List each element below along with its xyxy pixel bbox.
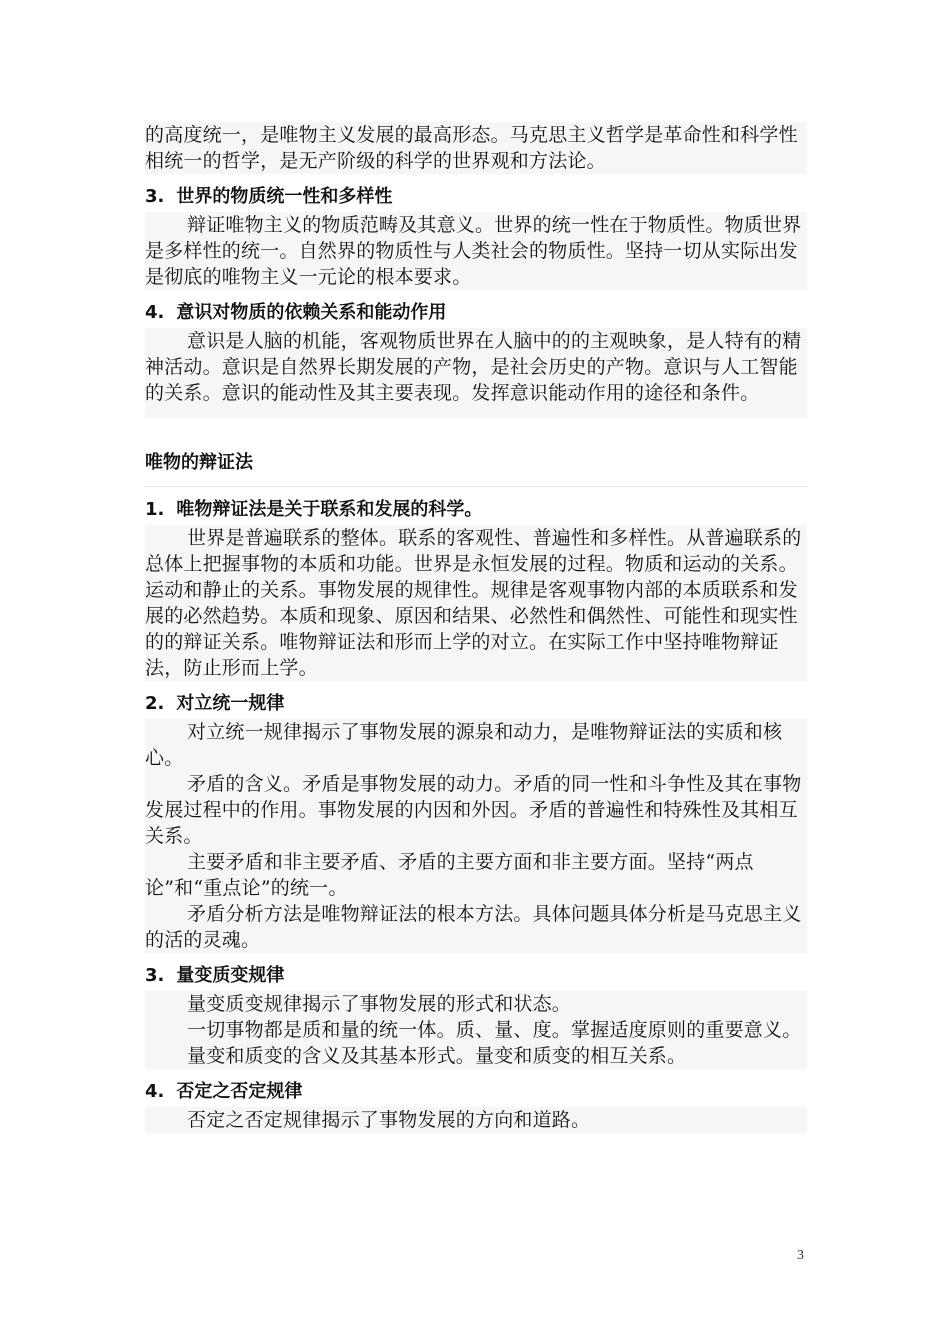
unity-of-opposites-paragraph: 矛盾分析方法是唯物辩证法的根本方法。具体问题具体分析是马克思主义的活的灵魂。 — [145, 903, 802, 951]
quantity-quality-paragraph: 量变质变规律揭示了事物发展的形式和状态。 — [187, 993, 572, 1015]
quantity-quality-paragraph: 一切事物都是质和量的统一体。质、量、度。掌握适度原则的重要意义。 — [187, 1019, 802, 1041]
dialectics-science-block — [145, 525, 807, 681]
heading-number: 2. — [145, 693, 165, 714]
heading-number: 4. — [145, 302, 165, 323]
negation-block — [145, 1107, 807, 1133]
dialectics-science-paragraph: 世界是普遍联系的整体。联系的客观性、普遍性和多样性。从普遍联系的总体上把握事物的本质和功能。世界是永恒发展的过程。物质和运动的关系。运动和静止的关系。事物发展的规律性。规律是客观事物内部的本质联系和发展的必然趋势。本质和现象、原因和结果、必然性和偶然性、可能性和现实性的的辩证关系。唯物辩证法和形而上学的对立。在实际工作中坚持唯物辩证法，防止形而上学。 — [145, 527, 802, 679]
quantity-quality-block — [145, 991, 807, 1069]
consciousness-paragraph: 意识是人脑的机能，客观物质世界在人脑中的的主观映象，是人特有的精神活动。意识是自然界长期发展的产物，是社会历史的产物。意识与人工智能的关系。意识的能动性及其主要表现。发挥意识能动作用的途径和条件。 — [145, 330, 802, 404]
heading-unity-of-opposites — [145, 681, 807, 719]
heading-consciousness — [145, 290, 807, 328]
heading-number: 1. — [145, 499, 165, 520]
material-unity-paragraph: 辩证唯物主义的物质范畴及其意义。世界的统一性在于物质性。物质世界是多样性的统一。自然界的物质性与人类社会的物质性。坚持一切从实际出发是彻底的唯物主义一元论的根本要求。 — [145, 214, 802, 288]
heading-dialectics-science — [145, 487, 807, 525]
block-spacer — [145, 406, 807, 418]
heading-text: 世界的物质统一性和多样性 — [176, 186, 393, 207]
heading-text: 唯物辩证法是关于联系和发展的科学。 — [176, 499, 483, 520]
negation-paragraph: 否定之否定规律揭示了事物发展的方向和道路。 — [187, 1109, 591, 1131]
heading-number: 4. — [145, 1081, 165, 1102]
unity-of-opposites-paragraph: 主要矛盾和非主要矛盾、矛盾的主要方面和非主要方面。坚持“两点论”和“重点论”的统一。 — [145, 851, 754, 899]
unity-of-opposites-paragraph: 矛盾的含义。矛盾是事物发展的动力。矛盾的同一性和斗争性及其在事物发展过程中的作用。事物发展的内因和外因。矛盾的普遍性和特殊性及其相互关系。 — [145, 773, 802, 847]
heading-text: 意识对物质的依赖关系和能动作用 — [176, 302, 447, 323]
heading-material-unity — [145, 174, 807, 212]
heading-text: 对立统一规律 — [176, 693, 285, 714]
quantity-quality-paragraph: 量变和质变的含义及其基本形式。量变和质变的相互关系。 — [187, 1045, 687, 1067]
unity-of-opposites-paragraph: 对立统一规律揭示了事物发展的源泉和动力，是唯物辩证法的实质和核心。 — [145, 721, 783, 769]
section-title-dialectics: 唯物的辩证法 — [145, 418, 807, 487]
document-body — [145, 122, 807, 1133]
heading-quantity-quality — [145, 953, 807, 991]
page-number: 3 — [797, 1248, 804, 1263]
intro-block — [145, 122, 807, 174]
intro-paragraph: 的高度统一，是唯物主义发展的最高形态。马克思主义哲学是革命性和科学性相统一的哲学，是无产阶级的科学的世界观和方法论。 — [145, 124, 798, 172]
heading-number: 3. — [145, 186, 165, 207]
heading-text: 量变质变规律 — [176, 965, 285, 986]
material-unity-block — [145, 212, 807, 290]
unity-of-opposites-block — [145, 719, 807, 953]
heading-number: 3. — [145, 965, 165, 986]
heading-negation-of-negation — [145, 1069, 807, 1107]
consciousness-block — [145, 328, 807, 418]
heading-text: 否定之否定规律 — [176, 1081, 303, 1102]
